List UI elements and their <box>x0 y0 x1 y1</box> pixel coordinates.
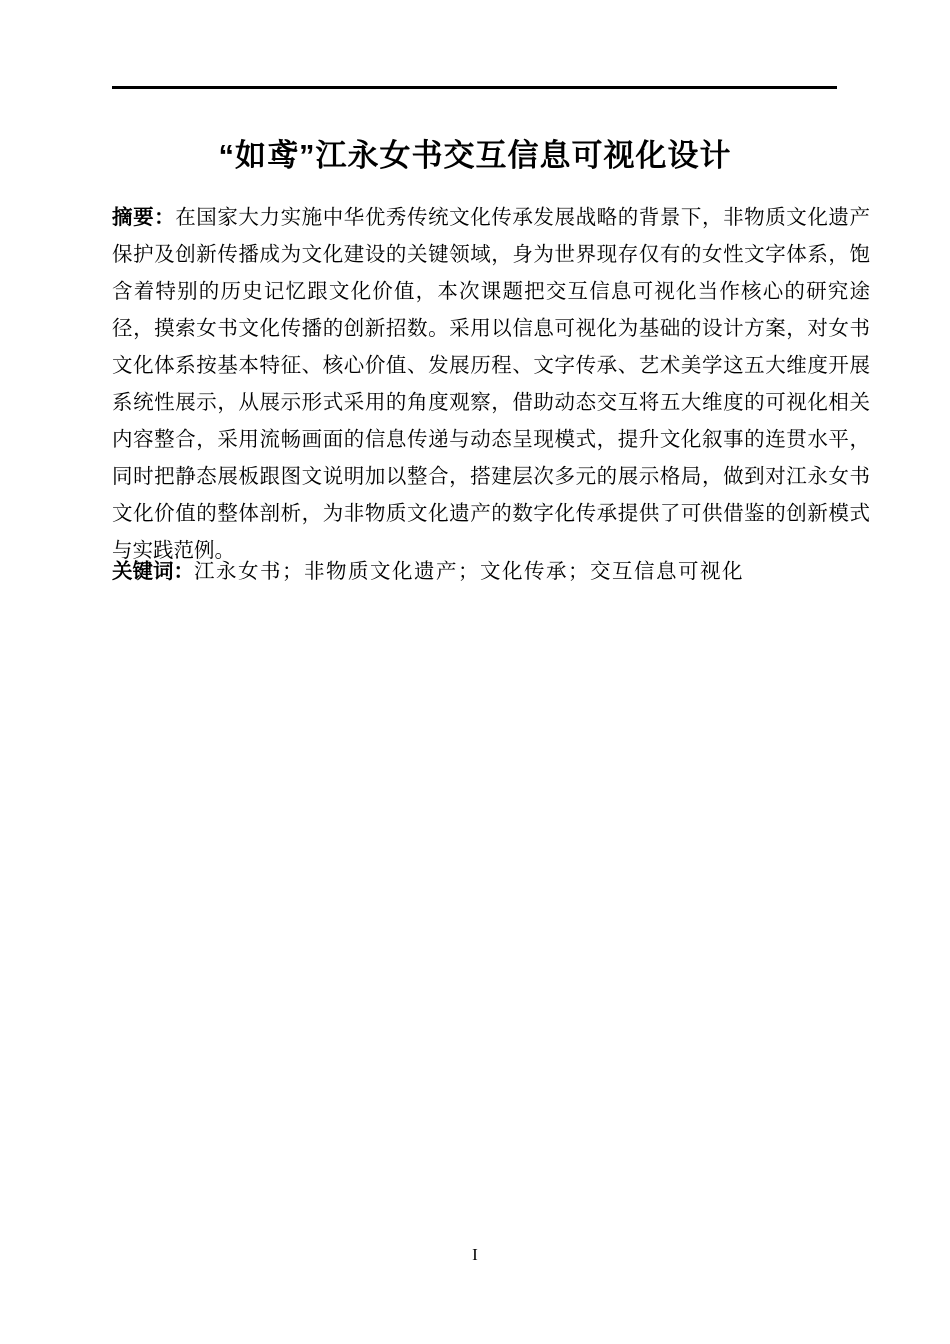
abstract-text: 在国家大力实施中华优秀传统文化传承发展战略的背景下，非物质文化遗产保护及创新传播成为文化建设的关键领域，身为世界现存仅有的女性文字体系，饱含着特别的历史记忆跟文化价值，本次课题把交互信息可视化当作核心的研究途径，摸索女书文化传播的创新招数。采用以信息可视化为基础的设计方案，对女书文化体系按基本特征、核心价值、发展历程、文字传承、艺术美学这五大维度开展系统性展示，从展示形式采用的角度观察，借助动态交互将五大维度的可视化相关内容整合，采用流畅画面的信息传递与动态呈现模式，提升文化叙事的连贯水平，同时把静态展板跟图文说明加以整合，搭建层次多元的展示格局，做到对江永女书文化价值的整体剖析，为非物质文化遗产的数字化传承提供了可供借鉴的创新模式与实践范例。 <box>112 207 871 562</box>
keywords-label: 关键词： <box>112 560 194 583</box>
page-number: I <box>472 1245 478 1264</box>
keywords-text: 江永女书；非物质文化遗产；文化传承；交互信息可视化 <box>194 561 744 583</box>
abstract-label: 摘要： <box>112 206 176 229</box>
keywords-line <box>112 553 870 591</box>
paper-title: “如鸢”江永女书交互信息可视化设计 <box>218 138 732 173</box>
abstract-paragraph <box>112 199 870 570</box>
header-rule <box>112 86 837 89</box>
